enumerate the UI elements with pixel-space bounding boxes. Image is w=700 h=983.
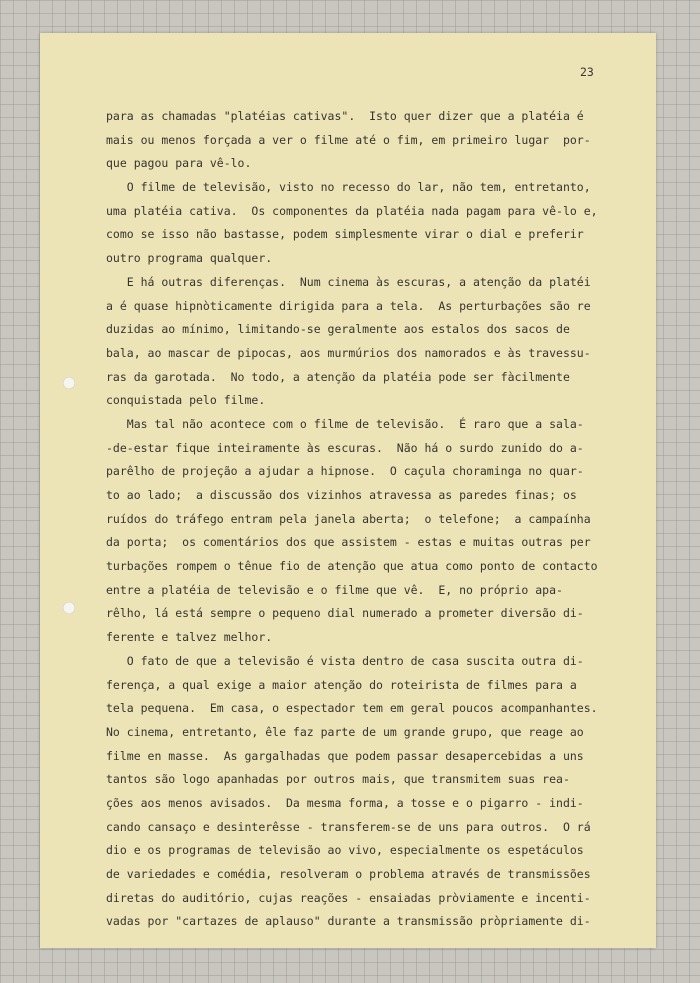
text-line: rêlho, lá está sempre o pequeno dial numerado a prometer diversão di-: [106, 606, 584, 621]
text-line: diretas do auditório, cujas reações - ensaiadas pròviamente e incenti-: [106, 890, 591, 905]
typewritten-page: [40, 33, 656, 948]
text-line: entre a platéia de televisão e o filme que vê. E, no próprio apa-: [106, 582, 563, 597]
text-line: E há outras diferenças. Num cinema às escuras, a atenção da platéi: [106, 274, 591, 289]
text-line: bala, ao mascar de pipocas, aos murmúrios dos namorados e às travessu-: [106, 345, 591, 360]
text-line: de variedades e comédia, resolveram o problema através de transmissões: [106, 867, 591, 881]
page-number: 23: [580, 65, 594, 79]
text-line: parêlho de projeção a ajudar a hipnose. O caçula choraminga no quar-: [106, 464, 584, 479]
text-line: tantos são logo apanhadas por outros mais, que transmitem suas rea-: [106, 772, 570, 787]
text-line: que pagou para vê-lo.: [106, 156, 252, 171]
text-line: to ao lado; a discussão dos vizinhos atravessa as paredes finas; os: [106, 488, 577, 502]
text-line: turbações rompem o tênue fio de atenção que atua como ponto de contacto: [106, 559, 598, 574]
text-line: vadas por "cartazes de aplauso" durante a transmissão pròpriamente di-: [106, 914, 591, 929]
punch-hole: [63, 377, 75, 389]
text-line: ras da garotada. No todo, a atenção da platéia pode ser fàcilmente: [106, 369, 570, 384]
text-line: uma platéia cativa. Os componentes da platéia nada pagam para vê-lo e,: [106, 203, 598, 218]
text-line: ferente e talvez melhor.: [106, 630, 273, 645]
body-text: [106, 105, 642, 934]
punch-hole: [63, 602, 75, 614]
text-line: filme en masse. As gargalhadas que podem passar desapercebidas a uns: [106, 748, 584, 763]
text-line: conquistada pelo filme.: [106, 393, 266, 408]
text-line: Mas tal não acontece com o filme de televisão. É raro que a sala-: [106, 416, 584, 431]
text-line: da porta; os comentários dos que assistem - estas e muitas outras per: [106, 535, 591, 550]
text-line: O fato de que a televisão é vista dentro de casa suscita outra di-: [106, 653, 584, 668]
text-line: como se isso não bastasse, podem simplesmente virar o dial e preferir: [106, 227, 584, 242]
text-line: -de-estar fique inteiramente às escuras. Não há o surdo zunido do a-: [106, 440, 584, 455]
text-line: outro programa qualquer.: [106, 251, 273, 266]
text-line: a é quase hipnòticamente dirigida para a tela. As perturbações são re: [106, 298, 591, 313]
text-line: duzidas ao mínimo, limitando-se geralmente aos estalos dos sacos de: [106, 322, 570, 337]
text-line: tela pequena. Em casa, o espectador tem em geral poucos acompanhantes.: [106, 701, 598, 716]
text-line: cando cansaço e desinterêsse - transferem-se de uns para outros. O rá: [106, 819, 591, 834]
text-line: ferença, a qual exige a maior atenção do roteirista de filmes para a: [106, 677, 577, 692]
text-line: para as chamadas "platéias cativas". Isto quer dizer que a platéia é: [106, 109, 584, 123]
text-line: mais ou menos forçada a ver o filme até o fim, em primeiro lugar por-: [106, 132, 591, 147]
text-line: O filme de televisão, visto no recesso do lar, não tem, entretanto,: [106, 180, 591, 195]
text-line: No cinema, entretanto, êle faz parte de um grande grupo, que reage ao: [106, 724, 584, 739]
text-line: ruídos do tráfego entram pela janela aberta; o telefone; a campaínha: [106, 511, 591, 526]
text-line: ções aos menos avisados. Da mesma forma, a tosse e o pigarro - indi-: [106, 795, 584, 810]
text-line: dio e os programas de televisão ao vivo, especialmente os espetáculos: [106, 843, 584, 858]
